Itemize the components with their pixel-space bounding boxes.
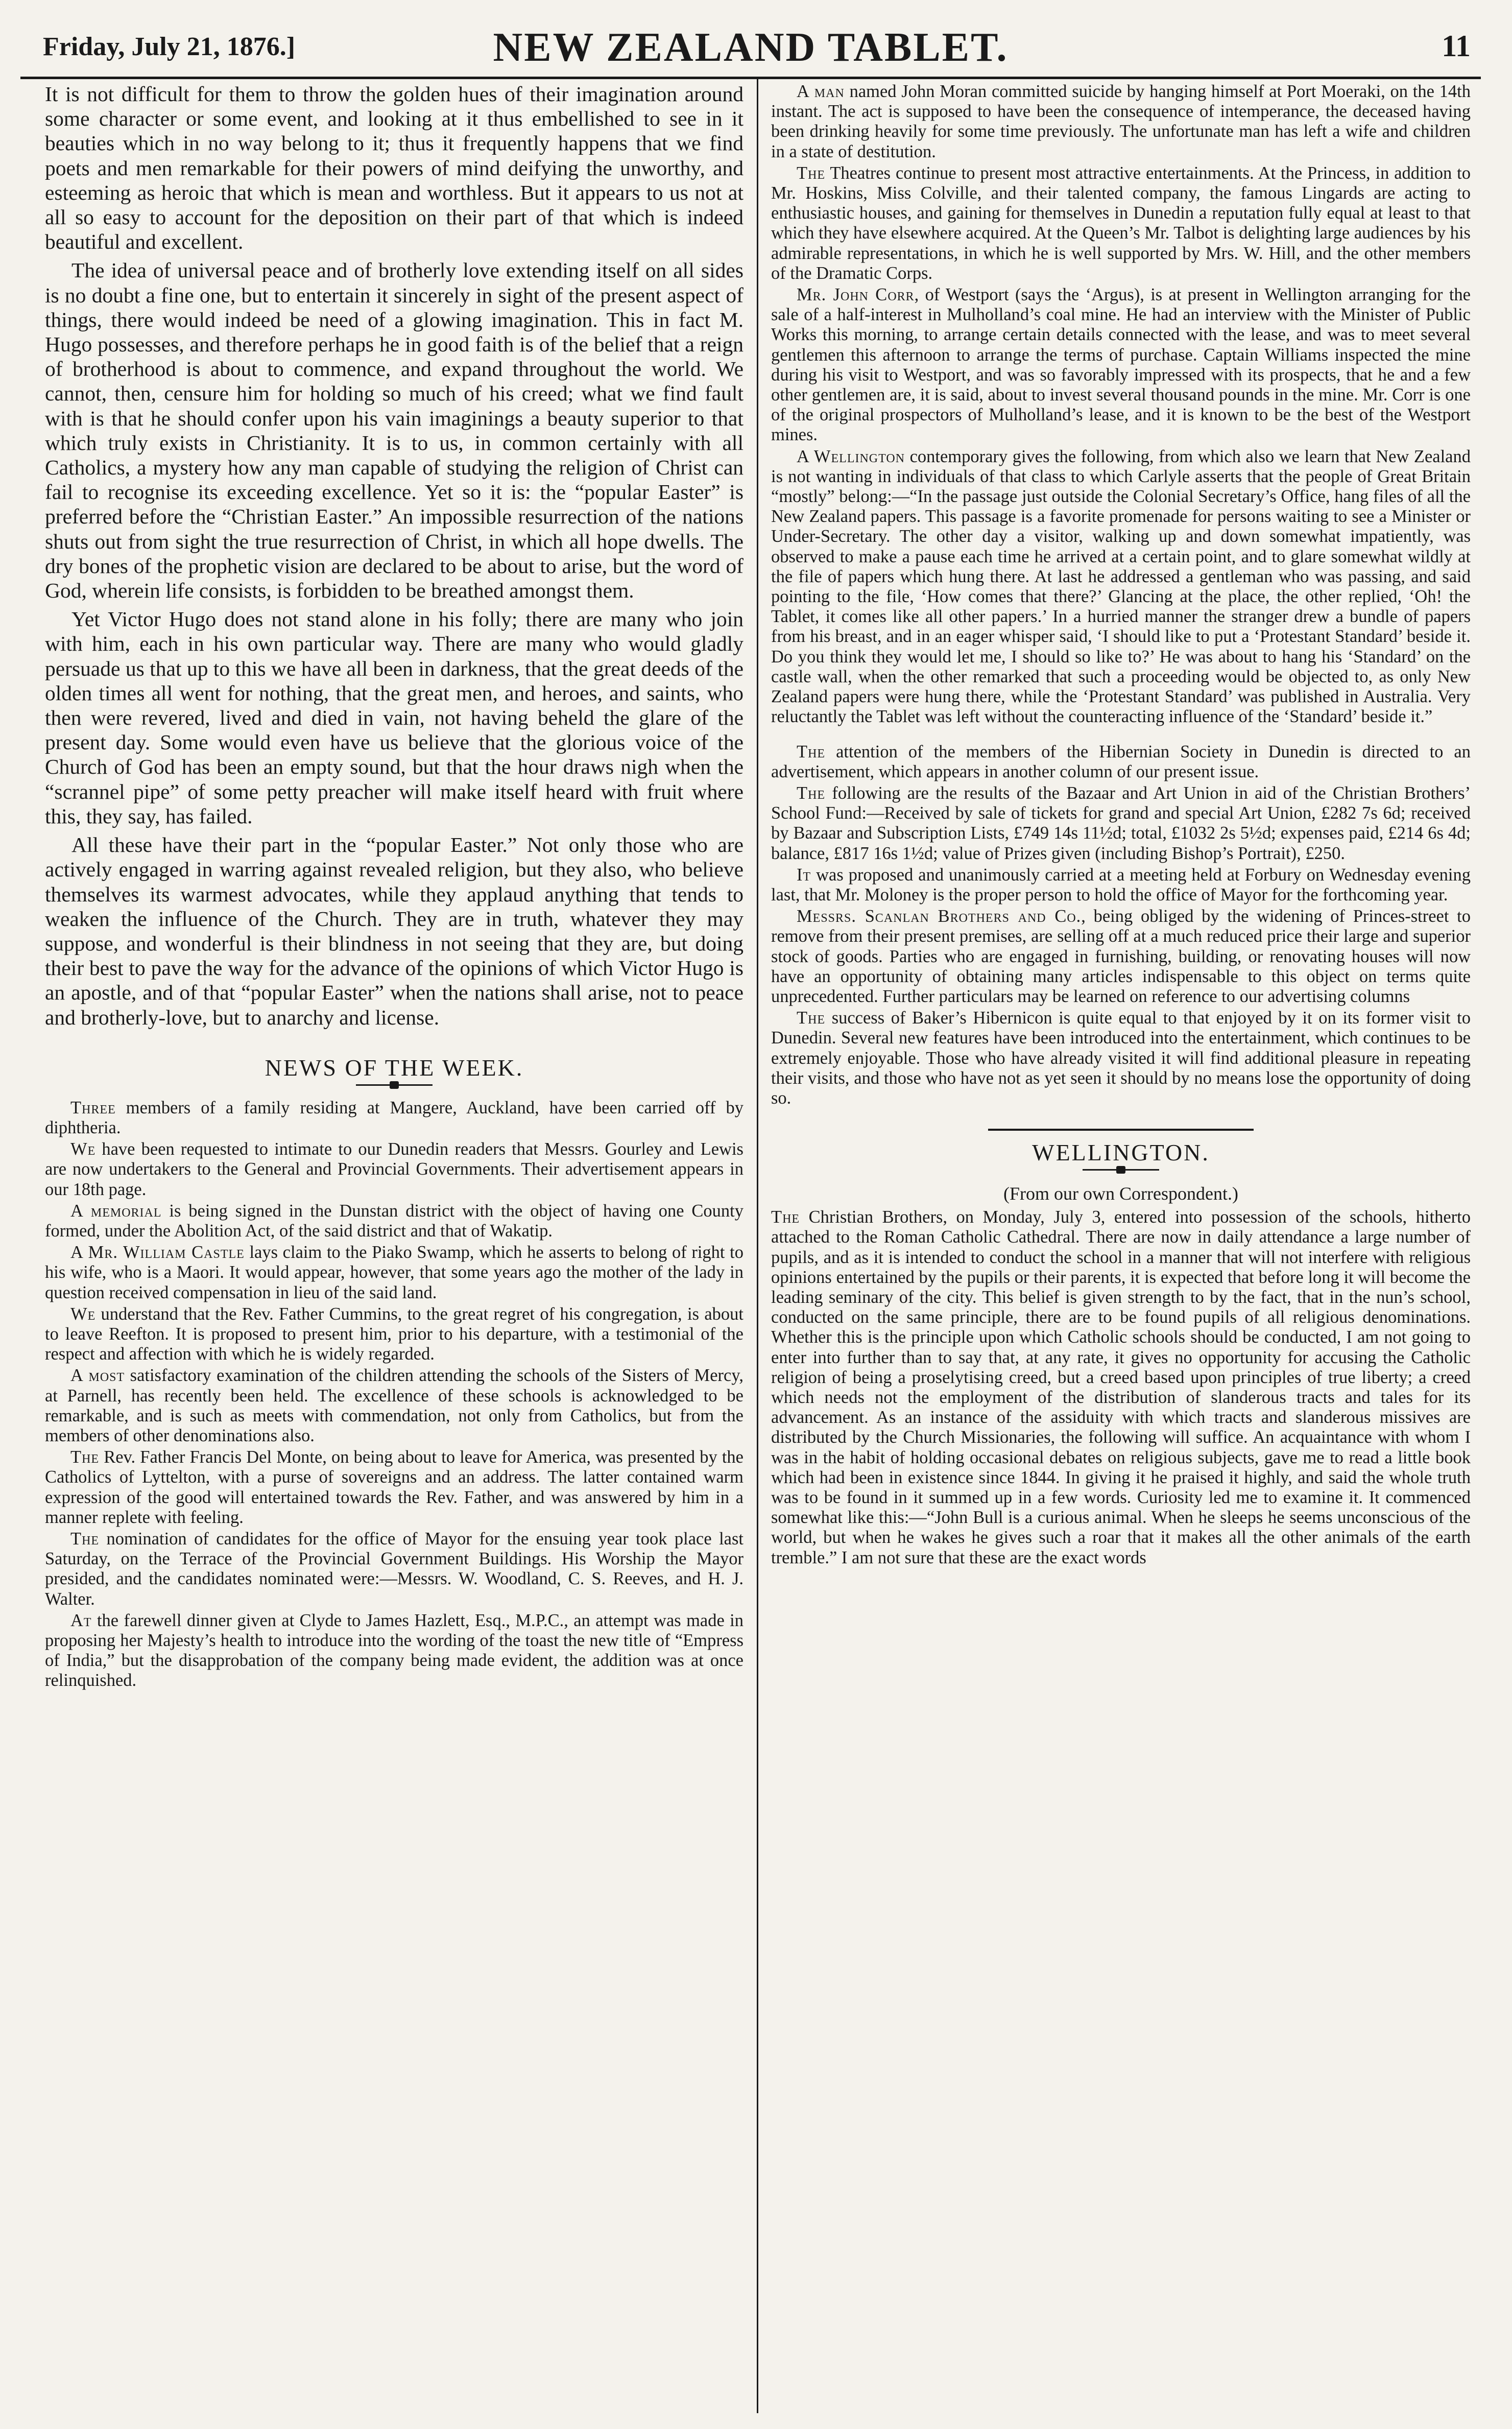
news-item: Messrs. Scanlan Brothers and Co., being obliged by the widening of Princes-street to remove from their present premises, are selling off at a much reduced price their large and superior stock of goods. Parties who are engaged in furnishing, building, or renovating houses will now have an opportunity of obtaining many articles indispensable to this object on terms quite unprecedented. Further particulars may be learned on reference to our advertising columns <box>771 907 1471 1006</box>
news-item: The Theatres continue to present most attractive entertainments. At the Princess, in addition to Mr. Hoskins, Miss Colville, and their talented company, the famous Lingards are acting to enthusiastic houses, and gaining for themselves in Dunedin a reputation fully equal at least to that which they have elsewhere acquired. At the Queen’s Mr. Talbot is delighting large audiences by his admirable representations, in which he is well supported by Mrs. W. Hill, and the other members of the Dramatic Corps. <box>771 163 1471 283</box>
page-number: 11 <box>1442 29 1471 63</box>
essay-paragraph: The idea of universal peace and of brotherly love extending itself on all sides is no doubt a fine one, but to entertain it sincerely in sight of the present aspect of things, there would indeed be need of a glowing imagination. This in fact M. Hugo possesses, and therefore perhaps he in good faith is of the belief that a reign of brotherhood is about to commence, and expand throughout the world. We cannot, then, censure him for holding so much of his creed; what we find fault with is that he should confer upon his vain imaginings a beauty superior to that which truly exists in Christianity. It is to us, in common certainly with all Catholics, a mystery how any man capable of studying the religion of Christ can fail to recognise its exceeding excellence. Yet so it is: the “popular Easter” is preferred before the “Christian Easter.” An impossible resurrection of the nations shuts out from sight the true resurrection of Christ, in which all hope dwells. The dry bones of the prophetic vision are declared to be about to arise, but the word of God, wherein life consists, is forbidden to be breathed amongst them. <box>45 258 743 603</box>
news-item: A memorial is being signed in the Dunstan district with the object of having one County formed, under the Abolition Act, of the said district and that of Wakatip. <box>45 1201 743 1241</box>
essay-paragraph: Yet Victor Hugo does not stand alone in his folly; there are many who join with him, each in his own particular way. There are many who would gladly persuade us that up to this we have all been in darkness, that the great deeds of the olden times all went for nothing, that the great men, and heroes, and saints, who then were revered, lived and died in vain, not having beheld the glare of the present day. Some would even have us believe that the glorious voice of the Church of God has been an empty sound, but that the hour draws nigh when the “scrannel pipe” of some petty preacher will make itself heard with fruit where this, they say, has failed. <box>45 607 743 828</box>
news-item: We understand that the Rev. Father Cummins, to the great regret of his congregation, is about to leave Reefton. It is proposed to present him, prior to his departure, with a testimonial of the respect and affection with which he is widely regarded. <box>45 1304 743 1364</box>
news-item: Mr. John Corr, of Westport (says the ‘Argus), is at present in Wellington arranging for the sale of a half-interest in Mulholland’s coal mine. He had an interview with the Minister of Public Works this morning, to arrange certain details connected with the lease, and was to meet several gentlemen this afternoon to arrange the terms of purchase. Captain Williams inspected the mine during his visit to Westport, and was so favorably impressed with its prospects, that he and a few other gentlemen are, it is said, about to invest several thousand pounds in the mine. Mr. Corr is one of the original prospectors of Mulholland’s lease, and it is known to be the best of the Westport mines. <box>771 285 1471 445</box>
issue-date: Friday, July 21, 1876.] <box>43 32 296 61</box>
news-item: A most satisfactory examination of the children attending the schools of the Sisters of Mercy, at Parnell, has recently been held. The excellence of these schools is acknowledged to be remarkable, and is such as meets with commendation, not only from Catholics, but from the members of other denominations also. <box>45 1366 743 1445</box>
news-item: The nomination of candidates for the office of Mayor for the ensuing year took place last Saturday, on the Terrace of the Provincial Government Buildings. His Worship the Mayor presided, and the candidates nominated were:—Messrs. W. Woodland, C. S. Reeves, and H. J. Walter. <box>45 1529 743 1609</box>
news-item: A Mr. William Castle lays claim to the Piako Swamp, which he asserts to belong of right to his wife, who is a Maori. It would appear, however, that some years ago the mother of the lady in question received compensation in lieu of the said land. <box>45 1243 743 1302</box>
news-item: It was proposed and unanimously carried at a meeting held at Forbury on Wednesday evening last, that Mr. Moloney is the proper person to hold the office of Mayor for the forthcoming year. <box>771 865 1471 904</box>
newspaper-title: NEW ZEALAND TABLET. <box>493 25 1009 70</box>
news-item: The Rev. Father Francis Del Monte, on being about to leave for America, was presented by the Catholics of Lyttelton, with a purse of sovereigns and an address. The latter contained warm expression of the good will entertained towards the Rev. Father, and was answered by him in a manner replete with feeling. <box>45 1447 743 1527</box>
wellington-paragraph: The Christian Brothers, on Monday, July 3, entered into possession of the schools, hitherto attached to the Roman Catholic Cathedral. There are now in daily attendance a large number of pupils, and as it is intended to conduct the school in a manner that will not interfere with religious opinions entertained by the pupils or their parents, it is expected that before long it will become the leading seminary of the city. This belief is given strength to by the fact, that in the nun’s school, conducted on the same principle, there are to be found pupils of all religious denominations. Whether this is the principle upon which Catholic schools should be conducted, I am not going to enter into further than to say that, at any rate, it gives no opportunity for accusing the Catholic religion of being a proselytising creed, but a creed based upon principles of true liberty; a creed which needs not the employment of the distribution of slanderous tracts and tales for its advancement. As an instance of the assiduity with which tracts and slanderous missives are distributed by the Church Missionaries, the following will suffice. An acquaintance with whom I was in the habit of holding occasional debates on religious subjects, gave me to read a little book which had been in existence since 1844. In giving it he praised it highly, and said the whole truth was to be found in it summed up in a few words. Curiosity led me to examine it. It commenced somewhat like this:—“John Bull is a curious animal. When he sleeps he seems unconscious of the world, but when he wakes he gives such a roar that it makes all the other animals of the earth tremble.” I am not sure that these are the exact words <box>771 1207 1471 1567</box>
news-item: We have been requested to intimate to our Dunedin readers that Messrs. Gourley and Lewis are now undertakers to the General and Provincial Governments. Their advertisement appears in our 18th page. <box>45 1139 743 1199</box>
heading-ornament <box>1083 1169 1159 1171</box>
wellington-heading: WELLINGTON. <box>1032 1139 1210 1166</box>
heading-ornament <box>356 1084 433 1086</box>
news-items <box>45 1098 743 1691</box>
news-item: The attention of the members of the Hibernian Society in Dunedin is directed to an advertisement, which appears in another column of our present issue. <box>771 742 1471 781</box>
left-column <box>45 82 743 2421</box>
item-spacer <box>771 729 1471 742</box>
essay-paragraph: All these have their part in the “popular Easter.” Not only those who are actively engaged in warring against revealed religion, but they also, who believe themselves its warmest advocates, while they applaud anything that tends to weaken the influence of the Church. They are in truth, whatever they may suppose, and wonderful is their blindness in not seeing that they are, but doing their best to pave the way for the advance of the opinions of which Victor Hugo is an apostle, and of that “popular Easter” when the nations shall arise, not to peace and brotherly-love, but to anarchy and license. <box>45 833 743 1029</box>
news-items-continued <box>771 82 1471 1108</box>
news-item: The following are the results of the Bazaar and Art Union in aid of the Christian Brothers’ School Fund:—Received by sale of tickets for grand and special Art Union, £282 7s 6d; received by Bazaar and Subscription Lists, £749 14s 11½d; total, £1032 2s 5½d; expenses paid, £214 6s 4d; balance, £817 16s 1½d; value of Prizes given (including Bishop’s Portrait), £250. <box>771 783 1471 863</box>
section-divider <box>988 1129 1254 1131</box>
news-of-the-week-heading: NEWS OF THE WEEK. <box>265 1054 524 1081</box>
column-divider <box>757 77 758 2413</box>
news-item: A Wellington contemporary gives the following, from which also we learn that New Zealand is not wanting in individuals of that class to which Carlyle asserts that the people of Great Britain “mostly” belong:—“In the passage just outside the Colonial Secretary’s Office, hang files of all the New Zealand papers. This passage is a favorite promenade for persons waiting to see a Minister or Under-Secretary. The other day a visitor, walking up and down somewhat impatiently, was observed to make a pause each time he arrived at a certain point, and to glare somewhat wildly at the file of papers which hung there. At last he addressed a gentleman who was passing, and said pointing to the file, ‘How comes that there?’ Glancing at the place, the other replied, ‘Oh! the Tablet, it comes like all other papers.’ In a hurried manner the stranger drew a bundle of papers from his breast, and in an eager whisper said, ‘I should like to put a ‘Protestant Standard’ beside it. Do you think they would let me, I should so like to?’ He was about to hang his ‘Standard’ on the castle wall, when the other remarked that such a proceeding would be objected to, as only New Zealand papers were hung there, while the ‘Protestant Standard’ was published in Australia. Very reluctantly the Tablet was left without the counteracting influence of the ‘Standard’ beside it.” <box>771 446 1471 727</box>
right-column <box>771 82 1471 2421</box>
news-item: The success of Baker’s Hibernicon is quite equal to that enjoyed by it on its former visit to Dunedin. Several new features have been introduced into the entertainment, which continues to be extremely enjoyable. Those who have already visited it will find additional pleasure in repeating their visits, and those who have not as yet seen it should by no means lose the opportunity of doing so. <box>771 1008 1471 1108</box>
correspondent-byline: (From our own Correspondent.) <box>1003 1183 1238 1204</box>
essay-paragraph: It is not difficult for them to throw the golden hues of their imagination around some character or some event, and looking at it thus embellished to see in it beauties which in no way belong to it; thus it frequently happens that we find poets and men remarkable for their powers of mind deifying the unworthy, and esteeming as heroic that which is mean and worthless. But it appears to us not at all so easy to account for the deposition on their part of that which is indeed beautiful and excellent. <box>45 82 743 254</box>
news-item: A man named John Moran committed suicide by hanging himself at Port Moeraki, on the 14th instant. The act is supposed to have been the consequence of intemperance, the deceased having been drinking heavily for some time previously. The unfortunate man has left a wife and children in a state of destitution. <box>771 82 1471 161</box>
editorial-essay <box>45 82 743 1030</box>
wellington-article <box>771 1207 1471 1568</box>
masthead <box>20 20 1481 79</box>
news-item: At the farewell dinner given at Clyde to James Hazlett, Esq., M.P.C., an attempt was made in proposing her Majesty’s health to introduce into the wording of the toast the new title of “Empress of India,” but the disapprobation of the company being made evident, the addition was at once relinquished. <box>45 1610 743 1690</box>
news-item: Three members of a family residing at Mangere, Auckland, have been carried off by diphtheria. <box>45 1098 743 1137</box>
